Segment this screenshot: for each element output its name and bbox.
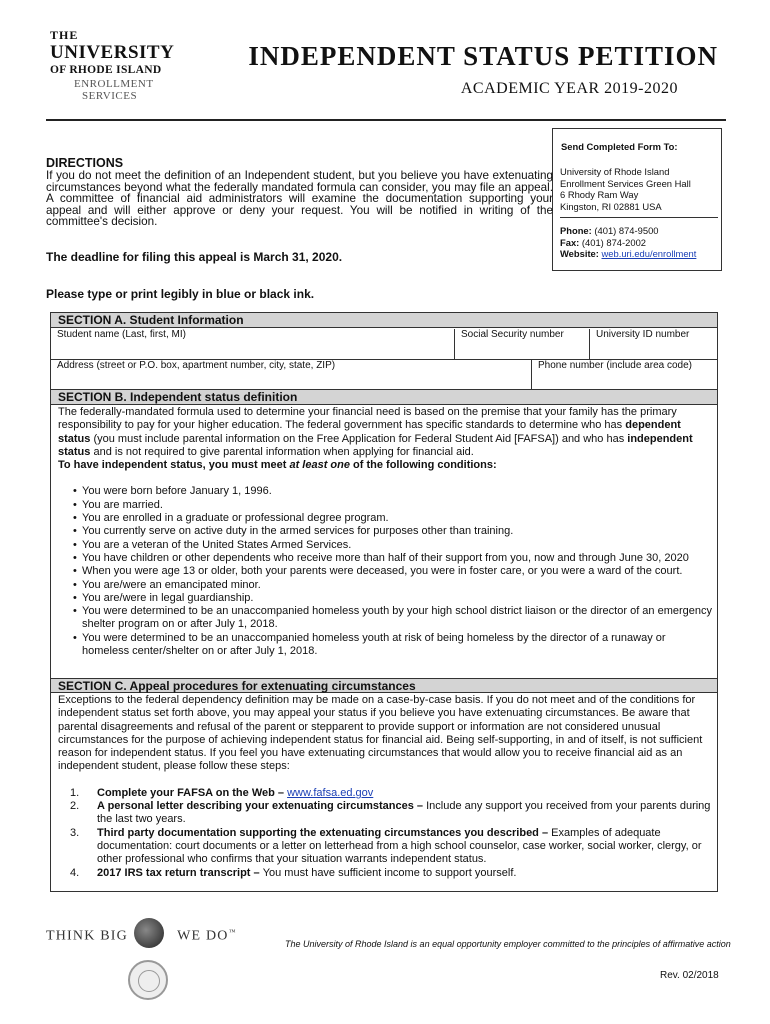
logo-line-5: SERVICES — [82, 90, 138, 102]
phone-label: Phone: — [560, 225, 592, 236]
step-text: You must have sufficient income to support yourself. — [262, 866, 517, 879]
section-c-heading: SECTION C. Appeal procedures for extenuating circumstances — [51, 678, 717, 693]
step-title: Third party documentation supporting the extenuating circumstances you described – — [97, 826, 552, 839]
condition-item: • You are a veteran of the United States Armed Services. — [73, 539, 713, 552]
bold-text: independent status — [58, 432, 693, 458]
step-number: 4. — [70, 866, 80, 879]
eoe-statement: The University of Rhode Island is an equal opportunity employer committed to the principles of affirmative action — [285, 939, 731, 949]
website-label: Website: — [560, 248, 599, 259]
condition-item: • You are married. — [73, 499, 713, 512]
condition-item: • You are/were an emancipated minor. — [73, 579, 713, 592]
form-body — [50, 312, 718, 892]
university-seal-icon — [128, 960, 168, 1000]
form-subtitle: ACADEMIC YEAR 2019-2020 — [460, 80, 678, 97]
step-title: Complete your FAFSA on the Web – — [97, 786, 288, 799]
step-number: 1. — [70, 786, 80, 799]
directions-text: If you do not meet the definition of an Independent student, but you believe you have extenuating circumstances beyond what the federally mandated formula can consider, you may file an appeal. A committee of financial aid administrators will examine the documentation supporting your appeal and will either approve or deny your request. You will be notified in writing of the committee's decision. — [46, 169, 553, 228]
text: of the following conditions: — [349, 459, 497, 472]
trademark-mark: ™ — [228, 928, 237, 936]
condition-item: • When you were age 13 or older, both your parents were deceased, you were in foster care, or you were a ward of the court. — [73, 565, 713, 578]
conditions-intro — [58, 459, 713, 472]
website-line — [560, 248, 696, 260]
send-form-box — [552, 128, 722, 271]
send-box-contact — [560, 225, 696, 260]
section-b-body — [58, 406, 713, 658]
logo-line-2: UNIVERSITY — [50, 42, 175, 63]
website-link[interactable]: web.uri.edu/enrollment — [601, 248, 697, 259]
fax-value: (401) 874-2002 — [581, 236, 647, 248]
fafsa-link[interactable]: www.fafsa.ed.gov — [287, 786, 374, 799]
section-a-heading: SECTION A. Student Information — [51, 313, 717, 328]
section-c-body — [58, 694, 713, 880]
logo-line-3: OF RHODE ISLAND — [50, 64, 162, 76]
form-title: INDEPENDENT STATUS PETITION — [248, 41, 718, 71]
send-box-address — [560, 166, 691, 212]
student-name-field[interactable]: Student name (Last, first, MI) — [57, 329, 186, 340]
condition-item: • You have children or other dependents who receive more than half of their support from you, now and through June 30, 2020 — [73, 552, 713, 565]
phone-value: (401) 874-9500 — [594, 225, 659, 236]
phone-line — [560, 225, 696, 237]
conditions-list — [58, 485, 713, 658]
slogan-right: WE DO — [177, 928, 229, 944]
bold-text: dependent status — [58, 419, 681, 445]
address-line: Kingston, RI 02881 USA — [560, 200, 662, 212]
step-item — [70, 866, 713, 880]
address-line: University of Rhode Island — [560, 166, 670, 177]
text: (you must include parental information on the Free Application for Federal Student Aid [FAFSA]) and who has — [90, 432, 628, 445]
emphasis-text: at least one — [289, 459, 350, 472]
logo-line-1: THE — [50, 28, 79, 42]
uri-logo — [50, 28, 180, 102]
condition-item: • You are/were in legal guardianship. — [73, 592, 713, 605]
condition-item: • You were born before January 1, 1996. — [73, 485, 713, 498]
step-item — [70, 800, 713, 827]
text: The federally-mandated formula used to determine your financial need is based on the premise that your family has the primary responsibility to pay for your higher education. The federal government has specific standards to determine who has — [58, 406, 677, 432]
step-item — [70, 826, 713, 867]
ssn-field[interactable]: Social Security number — [461, 329, 564, 340]
globe-icon — [134, 918, 164, 948]
step-title: A personal letter describing your extenuating circumstances – — [97, 800, 427, 813]
section-c-intro: Exceptions to the federal dependency definition may be made on a case-by-case basis. If you do not meet and of the conditions for independent status set forth above, you may appeal your status if you believe you have extenuating circumstances. Be aware that parental disagreements and refusal of the parent or stepparent to provide support or information are not considered unusual circumstances for the purpose of achieving independent status for financial aid. Being self-supporting, in and of itself, is not sufficient reason for independent status. If you feel you have extenuating circumstances that would allow you to receive financial aid as an independent student, please follow these steps: — [58, 694, 703, 773]
text: and is not required to give parental information when applying for financial aid. — [90, 445, 474, 458]
send-box-heading: Send Completed Form To: — [561, 141, 678, 152]
send-box-divider — [560, 217, 718, 218]
directions-heading: DIRECTIONS — [46, 156, 124, 170]
step-text: Include any support you received from your parents during the last two years. — [97, 800, 711, 826]
fax-label: Fax: — [560, 236, 580, 248]
section-b-heading: SECTION B. Independent status definition — [51, 390, 717, 405]
step-text: Examples of adequate documentation: court documents or a letter on letterhead from a high school counselor, case worker, social worker, clergy, or other professional who confirms that your situation warrants independent status. — [97, 826, 702, 866]
section-b-paragraph — [58, 406, 713, 459]
step-item — [70, 786, 713, 800]
condition-item: • You were determined to be an unaccompanied homeless youth by your high school district liaison or the director of an emergency shelter program on or after July 1, 2018. — [73, 605, 713, 632]
logo-line-4: ENROLLMENT — [74, 78, 154, 90]
step-number: 2. — [70, 800, 80, 813]
step-title: 2017 IRS tax return transcript – — [97, 866, 263, 879]
phone-field[interactable]: Phone number (include area code) — [538, 360, 692, 371]
address-field[interactable]: Address (street or P.O. box, apartment number, city, state, ZIP) — [57, 360, 336, 371]
text: To have independent status, you must meet — [58, 459, 290, 472]
condition-item: • You were determined to be an unaccompanied homeless youth at risk of being homeless by the director of a runaway or homeless center/shelter on or after July 1, 2018. — [73, 632, 713, 659]
ink-instruction: Please type or print legibly in blue or black ink. — [46, 287, 315, 301]
slogan-left: THINK BIG — [46, 928, 128, 944]
appeal-steps — [58, 787, 713, 880]
fax-line — [560, 237, 696, 249]
header-divider — [46, 119, 726, 121]
condition-item: • You currently serve on active duty in the armed services for purposes other than training. — [73, 525, 713, 538]
university-id-field[interactable]: University ID number — [596, 329, 690, 340]
deadline-notice: The deadline for filing this appeal is March 31, 2020. — [46, 250, 343, 264]
condition-item: • You are enrolled in a graduate or professional degree program. — [73, 512, 713, 525]
address-line: Enrollment Services Green Hall — [560, 177, 691, 189]
step-number: 3. — [70, 826, 80, 839]
revision-date: Rev. 02/2018 — [660, 970, 719, 981]
address-line: 6 Rhody Ram Way — [560, 189, 639, 200]
